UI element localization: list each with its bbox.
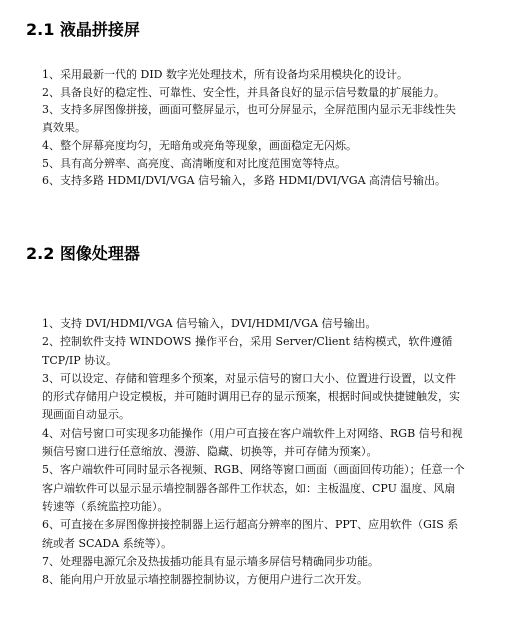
list-item: 4、整个屏幕亮度均匀，无暗角或亮角等现象，画面稳定无闪烁。 (42, 138, 357, 152)
list-item: 5、客户端软件可同时显示各视频、RGB、网络等窗口画面（画面回传功能）；任意一个客户端软件可以显示显示墙控制器各部件工作状态，如：主板温度、CPU 温度、风扇转速等（系统监控功能）。 (42, 463, 465, 513)
list-item: 4、对信号窗口可实现多功能操作（用户可直接在客户端软件上对网络、RGB 信号和视频信号窗口进行任意缩放、漫游、隐藏、切换等，并可存储为预案）。 (42, 426, 463, 459)
section-title-lcd-splicing-screen: 2.1 液晶拼接屏 (26, 20, 140, 39)
lcd-feature-list (42, 66, 466, 190)
list-item: 1、采用最新一代的 DID 数字光处理技术，所有设备均采用模块化的设计。 (42, 68, 408, 81)
list-item: 3、可以设定、存储和管理多个预案，对显示信号的窗口大小、位置进行设置，以文件的形式存储用户设定模板，并可随时调用已存的显示预案，根据时间或快捷键触发，实现画面自动显示。 (42, 371, 460, 422)
list-item: 6、可直接在多屏图像拼接控制器上运行超高分辨率的图片、PPT、应用软件（GIS 系统或者 SCADA 系统等）。 (42, 518, 459, 550)
section-title-image-processor: 2.2 图像处理器 (26, 244, 140, 263)
list-item: 2、具备良好的稳定性、可靠性、安全性，并具备良好的显示信号数量的扩展能力。 (42, 85, 445, 99)
list-item: 7、处理器电源冗余及热拔插功能具有显示墙多屏信号精确同步功能。 (42, 554, 379, 568)
list-item: 8、能向用户开放显示墙控制器控制协议，方便用户进行二次开发。 (42, 573, 368, 587)
list-item: 2、控制软件支持 WINDOWS 操作平台，采用 Server/Client 结构模式，软件遵循 TCP/IP 协议。 (42, 335, 453, 367)
list-item: 5、具有高分辨率、高亮度、高清晰度和对比度范围宽等特点。 (42, 156, 346, 170)
list-item: 1、支持 DVI/HDMI/VGA 信号输入，DVI/HDMI/VGA 信号输出。 (42, 317, 377, 330)
processor-feature-list (42, 315, 466, 589)
list-item: 3、支持多屏图像拼接，画面可整屏显示，也可分屏显示，全屏范围内显示无非线性失真效果。 (42, 103, 456, 135)
list-item: 6、支持多路 HDMI/DVI/VGA 信号输入，多路 HDMI/DVI/VGA 高清信号输出。 (42, 174, 447, 188)
